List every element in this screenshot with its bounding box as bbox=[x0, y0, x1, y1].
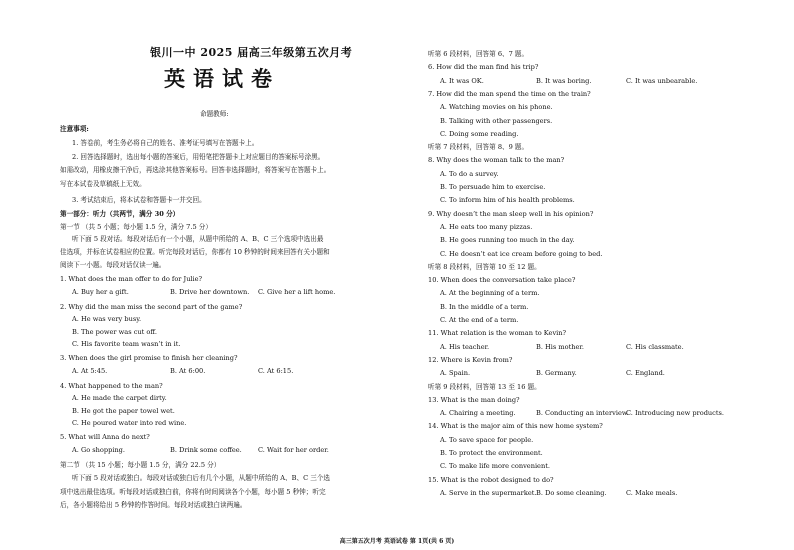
answer-option: C. At the end of a term. bbox=[440, 316, 519, 324]
answer-option: A. At the beginning of a term. bbox=[440, 289, 540, 298]
page-footer: 高三第五次月考 英语试卷 第 1页(共 6 页) bbox=[339, 538, 455, 545]
answer-option: C. England. bbox=[626, 369, 665, 378]
answer-option: B. Drink some coffee. bbox=[170, 445, 242, 454]
section-instructions: 项中选出最佳选项。听每段对话或独白前，你将有时间阅读各个小题，每小题 5 秒钟；听完 bbox=[60, 487, 326, 496]
answer-option: A. His teacher. bbox=[440, 342, 490, 351]
section-instructions: 听下面 5 段对话或独白。每段对话或独白后有几个小题，从题中所给的 A、B、C 三个选 bbox=[72, 474, 331, 482]
question-stem: 15. What is the robot designed to do? bbox=[428, 475, 554, 484]
listening-material-instruction: 听第 7 段材料，回答第 8、9 题。 bbox=[428, 143, 529, 152]
answer-option: C. Doing some reading. bbox=[440, 129, 519, 138]
answer-option: C. His classmate. bbox=[626, 342, 684, 351]
question-stem: 8. Why does the woman talk to the man? bbox=[428, 156, 565, 165]
answer-option: C. Introducing new products. bbox=[626, 409, 724, 418]
answer-option: A. Serve in the supermarket. bbox=[440, 488, 537, 497]
answer-option: B. He goes running too much in the day. bbox=[440, 236, 575, 245]
answer-option: A. He was very busy. bbox=[72, 315, 142, 323]
section-instructions: 后，各小题将给出 5 秒钟的作答时间。每段对话或独白读两遍。 bbox=[60, 501, 247, 509]
part1-heading: 第一部分：听力（共两节，满分 30 分） bbox=[60, 210, 180, 218]
question-stem: 12. Where is Kevin from? bbox=[428, 355, 513, 364]
answer-option: B. Germany. bbox=[536, 369, 577, 378]
answer-option: A. At 5:45. bbox=[72, 366, 108, 375]
question-stem: 9. Why doesn’t the man sleep well in his opinion? bbox=[428, 209, 594, 218]
answer-option: A. Chairing a meeting. bbox=[440, 409, 516, 418]
answer-option: A. Buy her a gift. bbox=[72, 287, 129, 296]
question-stem: 14. What is the major aim of this new home system? bbox=[428, 422, 603, 431]
section-instructions: 听下面 5 段对话。每段对话后有一个小题，从题中所给的 A、B、C 三个选项中选出最 bbox=[72, 235, 324, 243]
question-stem: 7. How did the man spend the time on the train? bbox=[428, 89, 591, 98]
answer-option: C. To make life more convenient. bbox=[440, 462, 550, 471]
question-stem: 3. When does the girl promise to finish her cleaning? bbox=[60, 354, 238, 362]
answer-option: B. It was boring. bbox=[536, 76, 592, 85]
answer-option: A. Go shopping. bbox=[72, 445, 126, 454]
section-instructions: 佳选项，并标在试卷相应的位置。听完每段对话后，你都有 10 秒钟的时间来回答有关小题和 bbox=[60, 248, 330, 256]
question-stem: 10. When does the conversation take place? bbox=[428, 276, 576, 285]
teacher-label: 命题教师: bbox=[200, 110, 229, 118]
answer-option: A. He made the carpet dirty. bbox=[72, 394, 167, 402]
answer-option: B. In the middle of a term. bbox=[440, 302, 529, 311]
notes-item: 写在本试卷及草稿纸上无效。 bbox=[60, 179, 146, 188]
answer-option: C. Give her a lift home. bbox=[258, 287, 336, 296]
answer-option: A. He eats too many pizzas. bbox=[440, 222, 533, 231]
notes-item: 2. 回答选择题时，选出每小题的答案后，用铅笔把答题卡上对应题目的答案标号涂黑。 bbox=[72, 152, 325, 161]
question-stem: 4. What happened to the man? bbox=[60, 381, 163, 390]
answer-option: B. To protect the environment. bbox=[440, 449, 543, 457]
answer-option: B. To persuade him to exercise. bbox=[440, 183, 546, 191]
answer-option: C. It was unbearable. bbox=[626, 76, 698, 85]
answer-option: A. Watching movies on his phone. bbox=[440, 103, 553, 112]
answer-option: C. To inform him of his health problems. bbox=[440, 196, 575, 205]
listening-material-instruction: 听第 9 段材料，回答第 13 至 16 题。 bbox=[428, 382, 541, 391]
answer-option: A. To save space for people. bbox=[440, 435, 534, 444]
answer-option: B. Talking with other passengers. bbox=[440, 116, 553, 125]
answer-option: B. Drive her downtown. bbox=[170, 287, 250, 296]
question-stem: 6. How did the man find his trip? bbox=[428, 63, 539, 72]
answer-option: C. He doesn’t eat ice cream before going to bed. bbox=[440, 249, 603, 258]
notes-item: 1. 答卷前，考生务必将自己的姓名、准考证号填写在答题卡上。 bbox=[72, 139, 259, 147]
school-exam-header: 银川一中 2025 届高三年级第五次月考 bbox=[150, 46, 353, 59]
answer-option: B. His mother. bbox=[536, 342, 584, 351]
answer-option: C. Make meals. bbox=[626, 488, 678, 497]
notes-item: 如需改动，用橡皮擦干净后，再选涂其他答案标号。回答非选择题时，将答案写在答题卡上。 bbox=[60, 166, 331, 174]
answer-option: B. The power was cut off. bbox=[72, 327, 157, 336]
answer-option: A. Spain. bbox=[440, 369, 471, 378]
section1-heading: 第一节 （共 5 小题；每小题 1.5 分，满分 7.5 分） bbox=[60, 222, 212, 231]
answer-option: B. He got the paper towel wet. bbox=[72, 406, 175, 415]
section-instructions: 阅读下一小题。每段对话仅读一遍。 bbox=[60, 261, 166, 269]
listening-material-instruction: 听第 8 段材料，回答第 10 至 12 题。 bbox=[428, 262, 541, 271]
question-stem: 11. What relation is the woman to Kevin? bbox=[428, 329, 567, 338]
exam-title: 英语试卷 bbox=[164, 66, 280, 91]
question-stem: 5. What will Anna do next? bbox=[60, 433, 150, 441]
answer-option: A. To do a survey. bbox=[440, 169, 499, 178]
question-stem: 1. What does the man offer to do for Julie? bbox=[60, 275, 203, 283]
answer-option: C. His favorite team wasn’t in it. bbox=[72, 340, 181, 348]
answer-option: C. He poured water into red wine. bbox=[72, 419, 187, 427]
notes-item: 3. 考试结束后，将本试卷和答题卡一并交回。 bbox=[72, 195, 206, 204]
answer-option: B. Do some cleaning. bbox=[536, 488, 607, 497]
notes-heading: 注意事项: bbox=[60, 125, 89, 133]
answer-option: A. It was OK. bbox=[440, 76, 484, 85]
answer-option: B. At 6:00. bbox=[170, 366, 206, 375]
section2-heading: 第二节 （共 15 小题；每小题 1.5 分，满分 22.5 分） bbox=[60, 460, 221, 469]
answer-option: C. At 6:15. bbox=[258, 366, 294, 375]
listening-material-instruction: 听第 6 段材料，回答第 6、7 题。 bbox=[428, 50, 529, 58]
question-stem: 2. Why did the man miss the second part of the game? bbox=[60, 302, 243, 311]
question-stem: 13. What is the man doing? bbox=[428, 395, 520, 404]
answer-option: B. Conducting an interview. bbox=[536, 409, 629, 418]
answer-option: C. Wait for her order. bbox=[258, 445, 329, 454]
